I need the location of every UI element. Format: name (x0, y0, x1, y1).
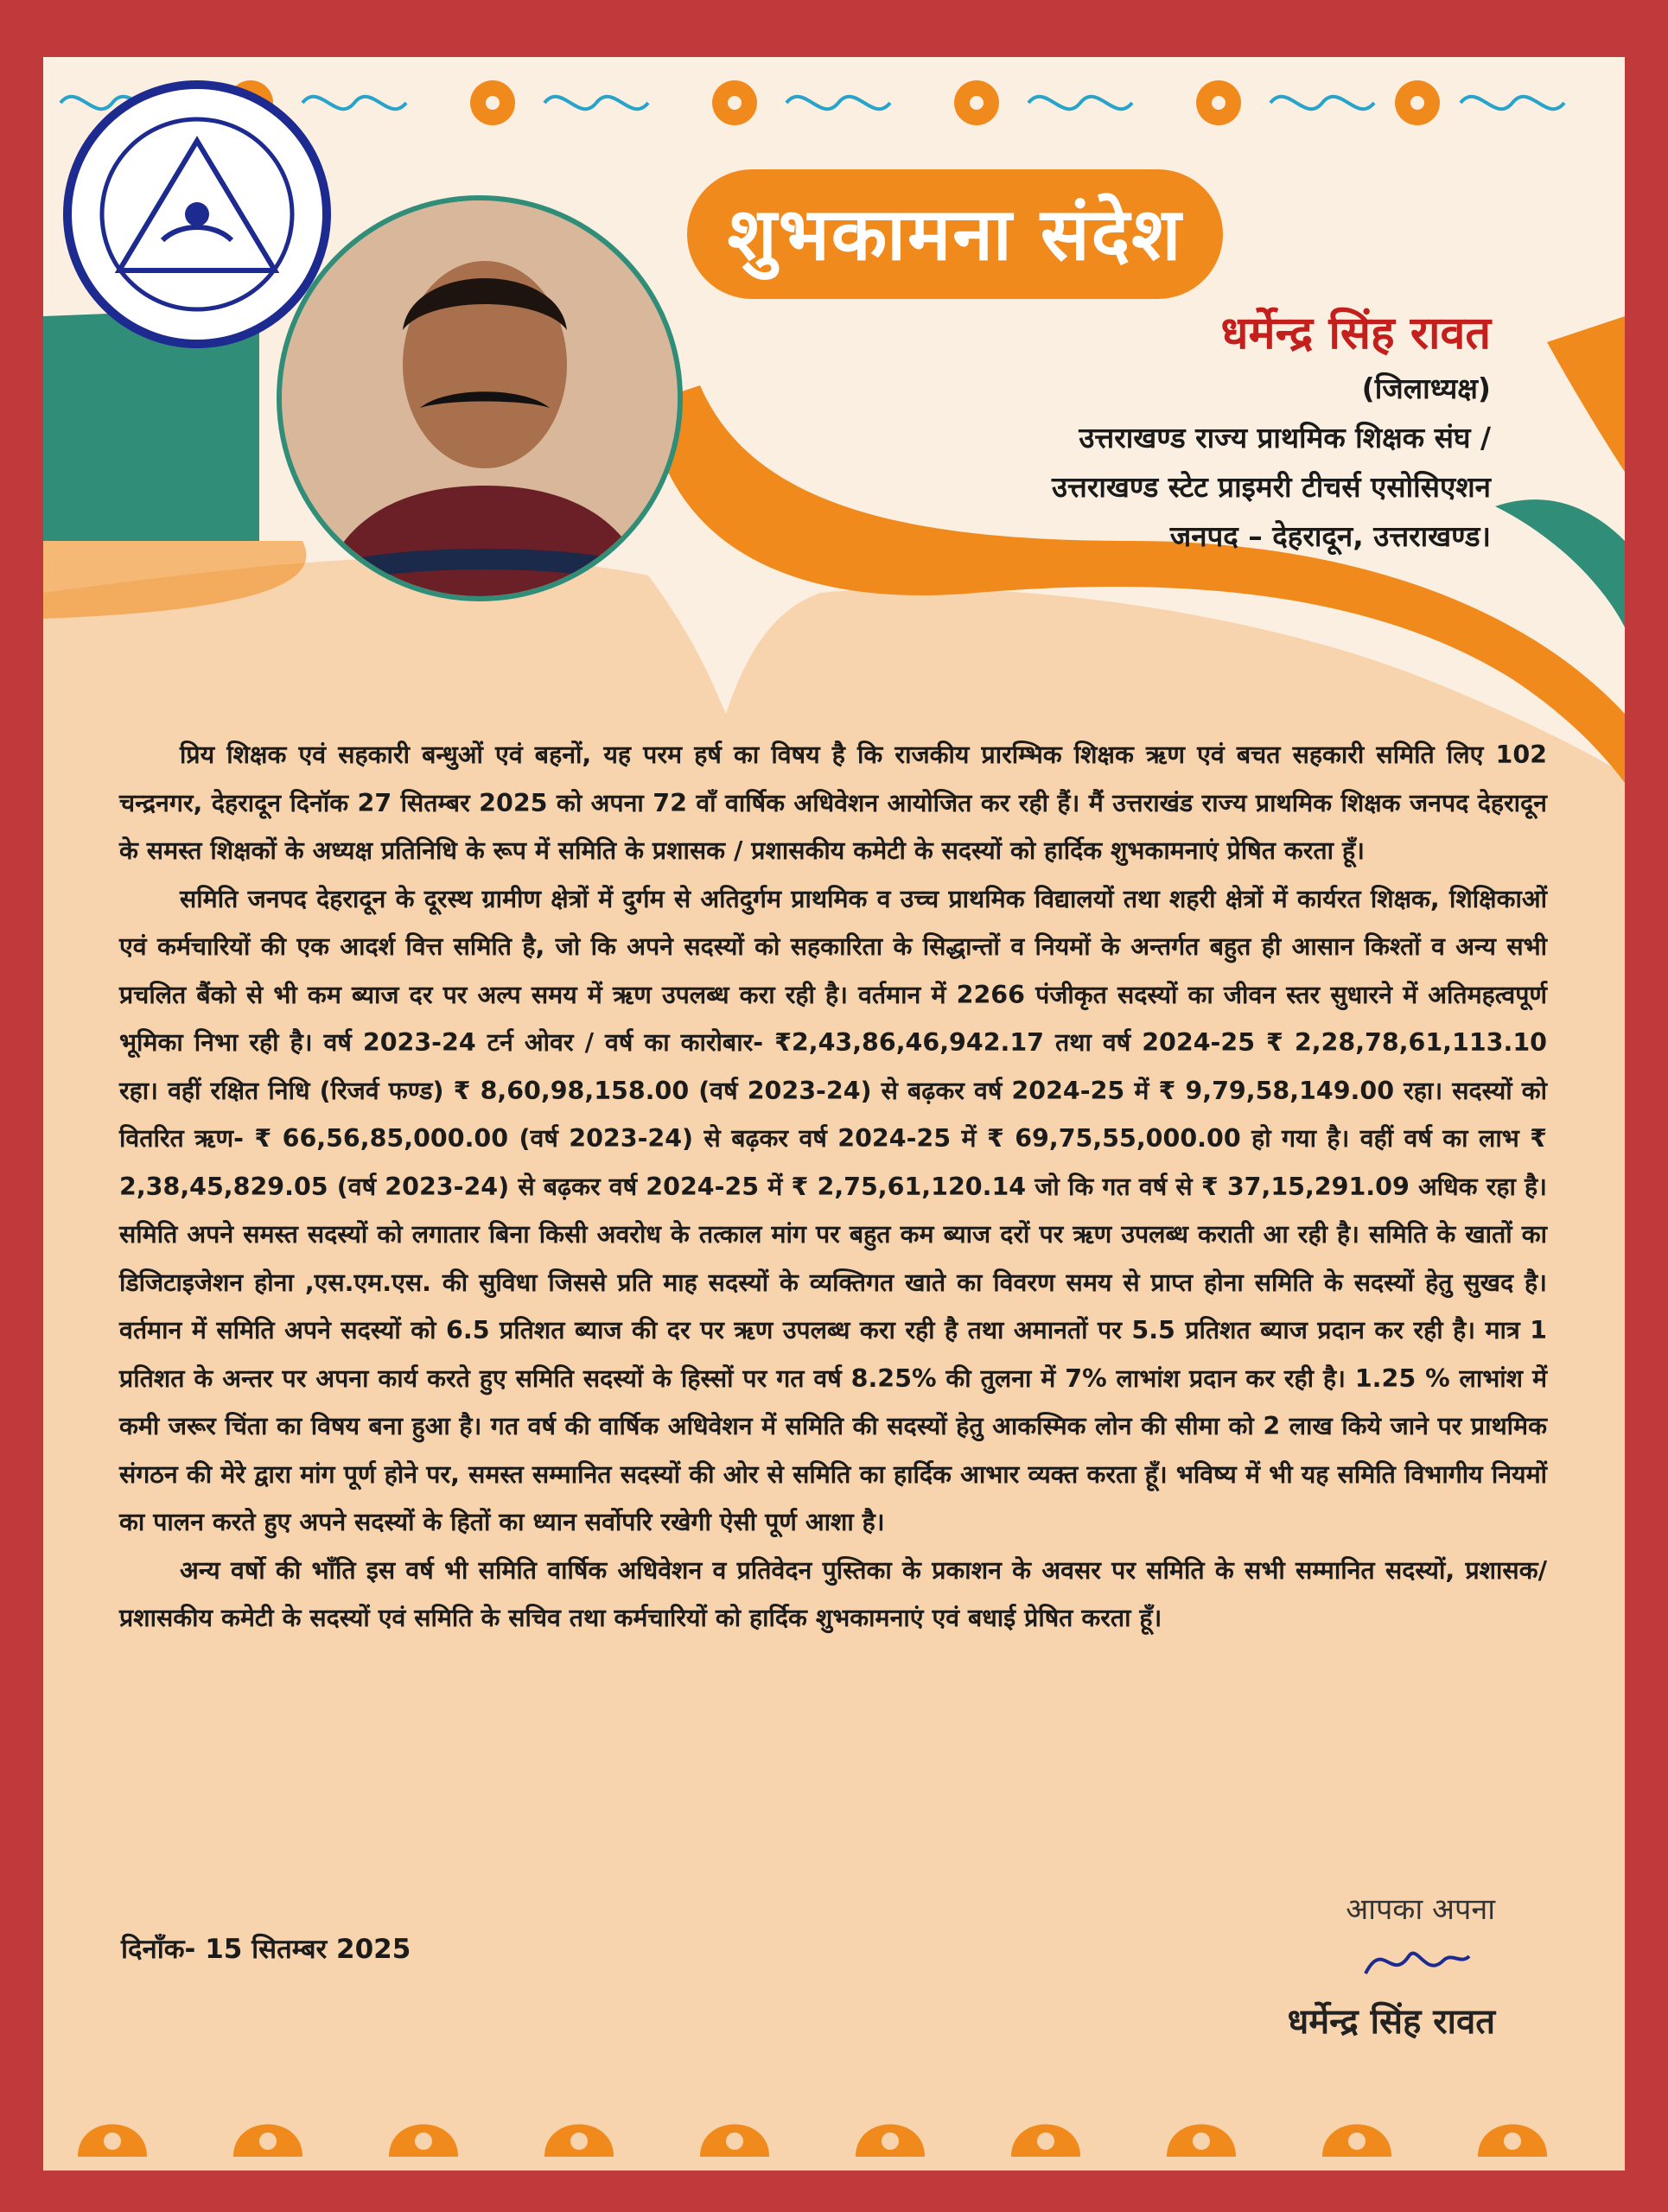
page-title: शुभकामना संदेश (727, 192, 1183, 276)
greeting-poster (43, 57, 1625, 2171)
message-paragraph: प्रिय शिक्षक एवं सहकारी बन्धुओं एवं बहनों, यह परम हर्ष का विषय है कि राजकीय प्रारम्भिक शिक्षक ऋण एवं बचत सहकारी समिति लिए 102 चन्द्रनगर, देहरादून दिनॉक 27 सितम्बर 2025 को अपना 72 वाँ वार्षिक अधिवेशन आयोजित कर रही हैं। मैं उत्तराखंड राज्य प्राथमिक शिक्षक जनपद देहरादून के समस्त शिक्षकों के अध्यक्ष प्रतिनिधि के रूप में समिति के प्रशासक / प्रशासकीय कमेटी के सदस्यों को हार्दिक शुभकामनाएं प्रेषित करता हूँ। (119, 741, 1547, 865)
closing-text: आपका अपना (1346, 1892, 1495, 1927)
message-paragraph: अन्य वर्षो की भाँति इस वर्ष भी समिति वार्षिक अधिवेशन व प्रतिवेदन पुस्तिका के प्रकाशन के अवसर पर समिति के सभी सम्मानित सदस्यों, प्रशासक/प्रशासकीय कमेटी के सदस्यों एवं समिति के सचिव तथा कर्मचारियों को हार्दिक शुभकामनाएं एवं बधाई प्रेषित करता हूँ। (119, 1555, 1547, 1632)
bottom-floral-border (43, 2079, 1625, 2165)
signature-block (1288, 1889, 1495, 2044)
message-paragraph: समिति जनपद देहरादून के दूरस्थ ग्रामीण क्षेत्रों में दुर्गम से अतिदुर्गम प्राथमिक व उच्च प्राथमिक विद्यालयों तथा शहरी क्षेत्रों में कार्यरत शिक्षक, शिक्षिकाओं एवं कर्मचारियों की एक आदर्श वित्त समिति है, जो कि अपने सदस्यों को सहकारिता के सिद्धान्तों व नियमों के अन्तर्गत बहुत ही आसान किश्तों व अन्य सभी प्रचलित बैंको से भी कम ब्याज दर पर अल्प समय में ऋण उपलब्ध करा रही है। वर्तमान में 2266 पंजीकृत सदस्यों का जीवन स्तर सुधारने में अतिमहत्वपूर्ण भूमिका निभा रही है। वर्ष 2023-24 टर्न ओवर / वर्ष का कारोबार- ₹2,43,86,46,942.17 तथा वर्ष 2024-25 ₹ 2,28,78,61,113.10 रहा। वहीं रक्षित निधि (रिजर्व फण्ड) ₹ 8,60,98,158.00 (वर्ष 2023-24) से बढ़कर वर्ष 2024-25 में ₹ 9,79,58,149.00 रहा। सदस्यों को वितरित ऋण- ₹ 66,56,85,000.00 (वर्ष 2023-24) से बढ़कर वर्ष 2024-25 में ₹ 69,75,55,000.00 हो गया है। वहीं वर्ष का लाभ ₹ 2,38,45,829.05 (वर्ष 2023-24) से बढ़कर वर्ष 2024-25 में ₹ 2,75,61,120.14 जो कि गत वर्ष से ₹ 37,15,291.09 अधिक रहा है। समिति अपने समस्त सदस्यों को लगातार बिना किसी अवरोध के तत्काल मांग पर बहुत कम ब्याज दरों पर ऋण उपलब्ध कराती आ रही है। समिति के खातों का डिजिटाइजेशन होना ,एस.एम.एस. की सुविधा जिससे प्रति माह सदस्यों के व्यक्तिगत खाते का विवरण समय से प्राप्त होना समिति के सदस्यों हेतु सुखद है। वर्तमान में समिति अपने सदस्यों को 6.5 प्रतिशत ब्याज की दर पर ऋण उपलब्ध करा रही है तथा अमानतों पर 5.5 प्रतिशत ब्याज प्रदान कर रही है। मात्र 1 प्रतिशत के अन्तर पर अपना कार्य करते हुए समिति सदस्यों के हिस्सों पर गत वर्ष 8.25% की तुलना में 7% लाभांश प्रदान कर रही है। 1.25 % लाभांश में कमी जरूर चिंता का विषय बना हुआ है। गत वर्ष की वार्षिक अधिवेशन में समिति की सदस्यों हेतु आकस्मिक लोन की सीमा को 2 लाख किये जाने पर प्राथमिक संगठन की मेरे द्वारा मांग पूर्ण होने पर, समस्त सम्मानित सदस्यों की ओर से समिति का हार्दिक आभार व्यक्त करता हूँ। भविष्य में भी यह समिति विभागीय नियमों का पालन करते हुए अपने सदस्यों के हितों का ध्यान सर्वोपरि रखेगी ऐसी पूर्ण आशा है। (119, 884, 1547, 1536)
signature-scribble-icon (1357, 1930, 1478, 1991)
person-portrait-icon (282, 200, 683, 601)
message-date: दिनॉंक- 15 सितम्बर 2025 (121, 1934, 411, 1965)
sender-name: धर्मेन्द्र सिंह रावत (1220, 308, 1491, 359)
sender-org-line2: उत्तराखण्ड स्टेट प्राइमरी टीचर्स एसोसिएशन (1051, 470, 1491, 504)
profile-photo (277, 195, 683, 601)
sender-location: जनपद – देहरादून, उत्तराखण्ड। (1169, 519, 1491, 553)
message-body (119, 731, 1547, 1643)
union-emblem-icon (59, 76, 335, 353)
signature-name: धर्मेन्द्र सिंह रावत (1287, 2002, 1495, 2042)
sender-block (1052, 303, 1491, 561)
sender-designation: (जिलाध्यक्ष) (1361, 372, 1491, 405)
sender-org-line1: उत्तराखण्ड राज्य प्राथमिक शिक्षक संघ / (1079, 421, 1491, 454)
